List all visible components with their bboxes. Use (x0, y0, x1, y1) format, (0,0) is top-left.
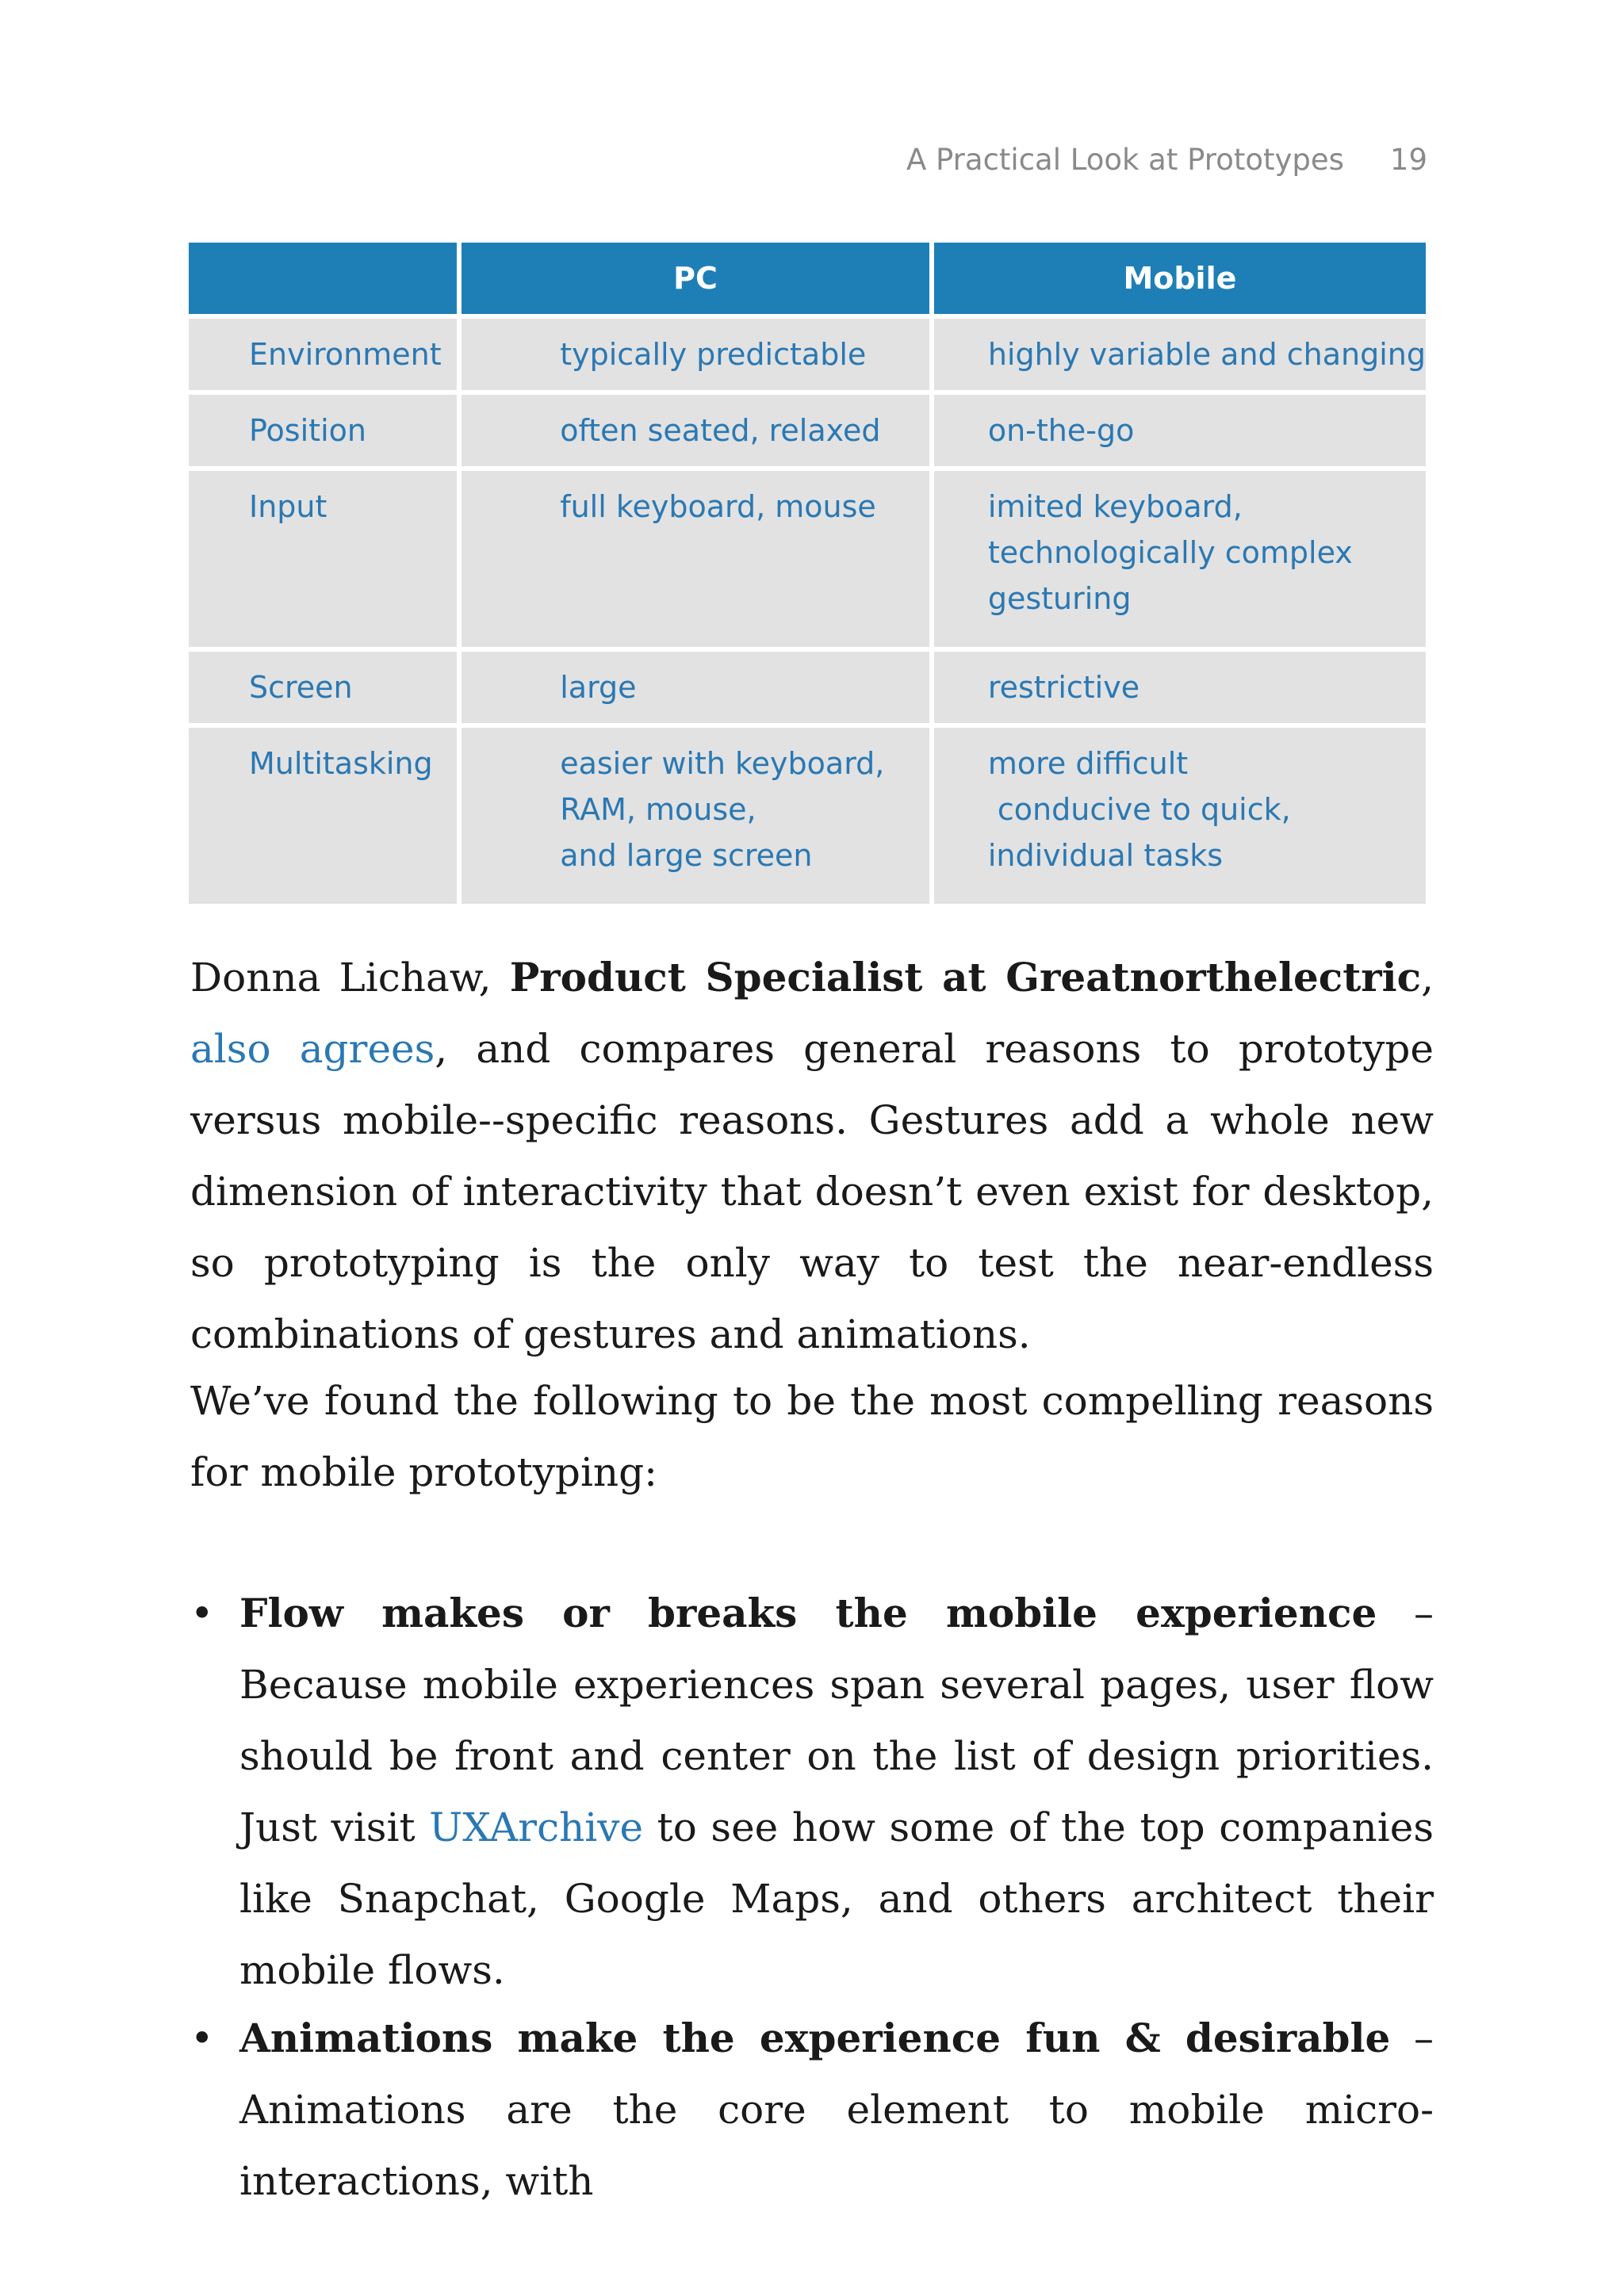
also-agrees-link[interactable]: also agrees (190, 1026, 435, 1072)
mobile-cell: imited keyboard, technologically complex gesturing (934, 471, 1426, 647)
table-row (189, 728, 1426, 904)
comparison-table (184, 238, 1431, 909)
mobile-cell: more difficult conducive to quick, individual tasks (934, 728, 1426, 904)
mobile-cell: restrictive (934, 652, 1426, 723)
paragraph-reasons-intro: We’ve found the following to be the most compelling reasons for mobile prototyping: (190, 1378, 1434, 1495)
table-row (189, 652, 1426, 723)
page-number: 19 (1389, 143, 1427, 177)
mobile-cell: on-the-go (934, 395, 1426, 466)
table-row (189, 471, 1426, 647)
row-label: Input (189, 471, 457, 647)
paragraph-lichaw: Donna Lichaw, Product Specialist at Greatnorthelectric, also agrees, and compares general reasons to prototype versus mobile--specific reasons. Gestures add a whole new dimension of interactivity that doesn’t even exist for desktop, so prototyping is the only way to test the near-endless combinations of gestures and animations. (190, 954, 1434, 1357)
list-item: • Animations make the experience fun & desirable – Animations are the core element to mobile micro-interactions, with (190, 2003, 1434, 2217)
pc-cell: often seated, relaxed (462, 395, 929, 466)
bullet-heading: Flow makes or breaks the mobile experience (239, 1590, 1377, 1636)
bullet-list (190, 1578, 1434, 2006)
table-header-row (189, 243, 1426, 314)
column-header-pc: PC (462, 243, 929, 314)
mobile-cell: highly variable and changing (934, 319, 1426, 390)
row-label: Position (189, 395, 457, 466)
pc-cell: full keyboard, mouse (462, 471, 929, 647)
running-header (906, 143, 1427, 177)
row-label: Environment (189, 319, 457, 390)
bold-title: Product Specialist at Greatnorthelectric (509, 954, 1422, 1001)
row-label: Multitasking (189, 728, 457, 904)
uxarchive-link[interactable]: UXArchive (429, 1804, 644, 1850)
row-label: Screen (189, 652, 457, 723)
bullet-heading: Animations make the experience fun & desirable (239, 2015, 1391, 2061)
running-title: A Practical Look at Prototypes (906, 143, 1344, 177)
list-item: • Flow makes or breaks the mobile experience – Because mobile experiences span several pages, user flow should be front and center on the list of design priorities. Just visit UXArchive to see how some of the top companies like Snapchat, Google Maps, and others architect their mobile flows. (190, 1578, 1434, 2006)
pc-cell: typically predictable (462, 319, 929, 390)
bullet-list (190, 2003, 1434, 2217)
pc-cell: large (462, 652, 929, 723)
table-row (189, 395, 1426, 466)
pc-cell: easier with keyboard, RAM, mouse, and large screen (462, 728, 929, 904)
table-row (189, 319, 1426, 390)
paragraph-text: , and compares general reasons to prototype versus mobile--specific reasons. Gestures add a whole new dimension of interactivity that doesn’t even exist for desktop, so prototyping is the only way to test the near-endless combinations of gestures and animations. (190, 1026, 1434, 1357)
column-header-blank (189, 243, 457, 314)
column-header-mobile: Mobile (934, 243, 1426, 314)
paragraph-text: Donna Lichaw, (190, 955, 510, 1001)
